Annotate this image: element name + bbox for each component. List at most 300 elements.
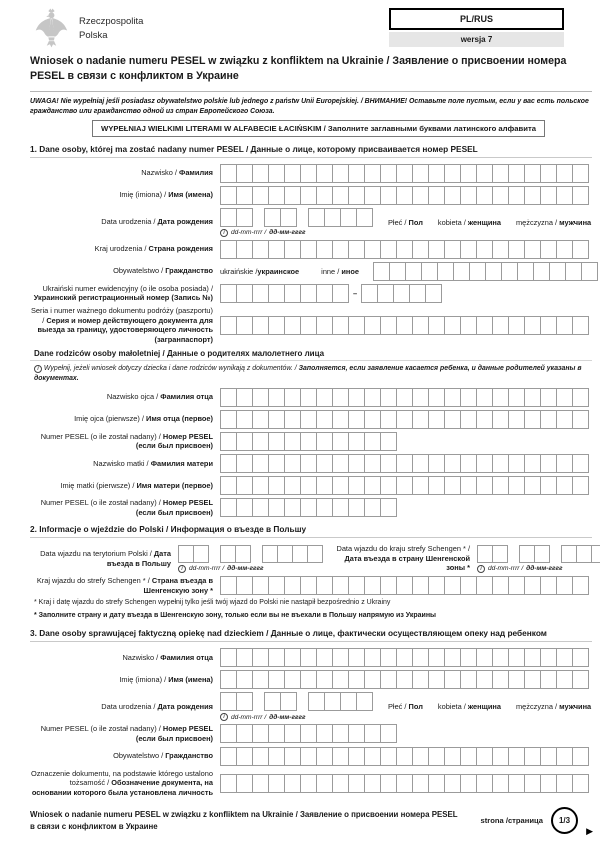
char-box[interactable]: [316, 774, 333, 793]
char-box[interactable]: [220, 724, 237, 743]
char-box[interactable]: [476, 240, 493, 259]
char-box[interactable]: [220, 648, 237, 667]
char-box[interactable]: [268, 498, 285, 517]
entry-sch-month-input[interactable]: [519, 545, 550, 563]
char-box[interactable]: [268, 454, 285, 473]
char-box[interactable]: [316, 316, 333, 335]
char-box[interactable]: [220, 476, 237, 495]
char-box[interactable]: [396, 454, 413, 473]
char-box[interactable]: [460, 648, 477, 667]
char-box[interactable]: [425, 284, 442, 303]
char-box[interactable]: [460, 576, 477, 595]
guardian-birth-year-input[interactable]: [308, 692, 373, 711]
char-box[interactable]: [300, 240, 317, 259]
char-box[interactable]: [348, 186, 365, 205]
char-box[interactable]: [508, 454, 525, 473]
char-box[interactable]: [268, 724, 285, 743]
char-box[interactable]: [380, 747, 397, 766]
char-box[interactable]: [444, 316, 461, 335]
char-box[interactable]: [556, 186, 573, 205]
char-box[interactable]: [348, 240, 365, 259]
char-box[interactable]: [508, 576, 525, 595]
char-box[interactable]: [316, 186, 333, 205]
char-box[interactable]: [348, 576, 365, 595]
surname-input[interactable]: [220, 164, 589, 183]
char-box[interactable]: [300, 454, 317, 473]
char-box[interactable]: [220, 284, 237, 303]
char-box[interactable]: [476, 774, 493, 793]
char-box[interactable]: [572, 454, 589, 473]
char-box[interactable]: [492, 316, 509, 335]
char-box[interactable]: [476, 186, 493, 205]
char-box[interactable]: [364, 747, 381, 766]
char-box[interactable]: [460, 316, 477, 335]
char-box[interactable]: [412, 476, 429, 495]
char-box[interactable]: [348, 648, 365, 667]
char-box[interactable]: [519, 545, 535, 563]
option-citizenship-other[interactable]: inne / иное: [321, 266, 359, 276]
char-box[interactable]: [476, 454, 493, 473]
char-box[interactable]: [428, 186, 445, 205]
char-box[interactable]: [492, 576, 509, 595]
char-box[interactable]: [581, 262, 598, 281]
char-box[interactable]: [540, 576, 557, 595]
char-box[interactable]: [444, 454, 461, 473]
char-box[interactable]: [364, 410, 381, 429]
char-box[interactable]: [332, 432, 349, 451]
ua-number-part1-input[interactable]: [220, 284, 349, 303]
char-box[interactable]: [428, 774, 445, 793]
char-box[interactable]: [428, 164, 445, 183]
char-box[interactable]: [396, 576, 413, 595]
char-box[interactable]: [316, 747, 333, 766]
char-box[interactable]: [268, 476, 285, 495]
char-box[interactable]: [561, 545, 577, 563]
char-box[interactable]: [252, 476, 269, 495]
char-box[interactable]: [264, 692, 281, 711]
char-box[interactable]: [380, 774, 397, 793]
char-box[interactable]: [348, 454, 365, 473]
char-box[interactable]: [556, 648, 573, 667]
char-box[interactable]: [412, 774, 429, 793]
char-box[interactable]: [492, 164, 509, 183]
char-box[interactable]: [540, 410, 557, 429]
char-box[interactable]: [332, 240, 349, 259]
char-box[interactable]: [236, 576, 253, 595]
char-box[interactable]: [284, 316, 301, 335]
char-box[interactable]: [492, 454, 509, 473]
char-box[interactable]: [460, 240, 477, 259]
char-box[interactable]: [332, 388, 349, 407]
char-box[interactable]: [300, 284, 317, 303]
char-box[interactable]: [364, 648, 381, 667]
char-box[interactable]: [508, 648, 525, 667]
char-box[interactable]: [364, 724, 381, 743]
char-box[interactable]: [444, 747, 461, 766]
char-box[interactable]: [252, 747, 269, 766]
char-box[interactable]: [428, 240, 445, 259]
char-box[interactable]: [476, 388, 493, 407]
char-box[interactable]: [524, 316, 541, 335]
char-box[interactable]: [540, 240, 557, 259]
char-box[interactable]: [364, 670, 381, 689]
char-box[interactable]: [236, 774, 253, 793]
char-box[interactable]: [292, 545, 308, 563]
char-box[interactable]: [508, 316, 525, 335]
char-box[interactable]: [268, 316, 285, 335]
char-box[interactable]: [220, 747, 237, 766]
char-box[interactable]: [236, 454, 253, 473]
char-box[interactable]: [437, 262, 454, 281]
char-box[interactable]: [220, 692, 237, 711]
char-box[interactable]: [364, 388, 381, 407]
char-box[interactable]: [348, 724, 365, 743]
char-box[interactable]: [572, 476, 589, 495]
char-box[interactable]: [300, 724, 317, 743]
char-box[interactable]: [428, 316, 445, 335]
char-box[interactable]: [380, 670, 397, 689]
char-box[interactable]: [364, 186, 381, 205]
char-box[interactable]: [316, 240, 333, 259]
char-box[interactable]: [380, 476, 397, 495]
char-box[interactable]: [492, 670, 509, 689]
char-box[interactable]: [236, 692, 253, 711]
char-box[interactable]: [380, 498, 397, 517]
char-box[interactable]: [549, 262, 566, 281]
char-box[interactable]: [540, 316, 557, 335]
char-box[interactable]: [236, 208, 253, 227]
char-box[interactable]: [485, 262, 502, 281]
char-box[interactable]: [356, 692, 373, 711]
char-box[interactable]: [284, 284, 301, 303]
char-box[interactable]: [476, 410, 493, 429]
char-box[interactable]: [316, 284, 333, 303]
char-box[interactable]: [300, 164, 317, 183]
char-box[interactable]: [236, 410, 253, 429]
char-box[interactable]: [236, 476, 253, 495]
char-box[interactable]: [284, 498, 301, 517]
char-box[interactable]: [252, 454, 269, 473]
char-box[interactable]: [576, 545, 592, 563]
char-box[interactable]: [444, 240, 461, 259]
char-box[interactable]: [409, 284, 426, 303]
char-box[interactable]: [460, 410, 477, 429]
char-box[interactable]: [460, 454, 477, 473]
char-box[interactable]: [396, 316, 413, 335]
char-box[interactable]: [284, 747, 301, 766]
char-box[interactable]: [252, 670, 269, 689]
char-box[interactable]: [524, 670, 541, 689]
char-box[interactable]: [476, 747, 493, 766]
char-box[interactable]: [284, 576, 301, 595]
guardian-citizenship-input[interactable]: [220, 747, 589, 766]
char-box[interactable]: [316, 388, 333, 407]
char-box[interactable]: [300, 316, 317, 335]
char-box[interactable]: [492, 476, 509, 495]
char-box[interactable]: [268, 388, 285, 407]
char-box[interactable]: [220, 186, 237, 205]
char-box[interactable]: [332, 747, 349, 766]
char-box[interactable]: [444, 576, 461, 595]
char-box[interactable]: [220, 774, 237, 793]
char-box[interactable]: [332, 454, 349, 473]
char-box[interactable]: [380, 454, 397, 473]
char-box[interactable]: [307, 545, 323, 563]
char-box[interactable]: [220, 240, 237, 259]
char-box[interactable]: [300, 410, 317, 429]
char-box[interactable]: [572, 410, 589, 429]
char-box[interactable]: [332, 284, 349, 303]
char-box[interactable]: [332, 186, 349, 205]
guardian-birth-month-input[interactable]: [264, 692, 297, 711]
char-box[interactable]: [412, 747, 429, 766]
char-box[interactable]: [377, 284, 394, 303]
char-box[interactable]: [389, 262, 406, 281]
char-box[interactable]: [444, 670, 461, 689]
guardian-names-input[interactable]: [220, 670, 589, 689]
char-box[interactable]: [308, 692, 325, 711]
char-box[interactable]: [460, 476, 477, 495]
char-box[interactable]: [396, 670, 413, 689]
char-box[interactable]: [380, 388, 397, 407]
char-box[interactable]: [236, 240, 253, 259]
char-box[interactable]: [193, 545, 209, 563]
char-box[interactable]: [556, 747, 573, 766]
char-box[interactable]: [396, 774, 413, 793]
char-box[interactable]: [268, 410, 285, 429]
char-box[interactable]: [264, 208, 281, 227]
char-box[interactable]: [453, 262, 470, 281]
char-box[interactable]: [412, 186, 429, 205]
char-box[interactable]: [220, 545, 236, 563]
char-box[interactable]: [428, 747, 445, 766]
char-box[interactable]: [220, 498, 237, 517]
char-box[interactable]: [280, 208, 297, 227]
char-box[interactable]: [444, 476, 461, 495]
char-box[interactable]: [460, 670, 477, 689]
char-box[interactable]: [524, 186, 541, 205]
char-box[interactable]: [252, 186, 269, 205]
char-box[interactable]: [380, 410, 397, 429]
char-box[interactable]: [524, 747, 541, 766]
guardian-surname-input[interactable]: [220, 648, 589, 667]
char-box[interactable]: [492, 747, 509, 766]
char-box[interactable]: [220, 164, 237, 183]
char-box[interactable]: [252, 498, 269, 517]
char-box[interactable]: [236, 724, 253, 743]
char-box[interactable]: [348, 670, 365, 689]
char-box[interactable]: [412, 388, 429, 407]
char-box[interactable]: [508, 186, 525, 205]
char-box[interactable]: [492, 545, 508, 563]
char-box[interactable]: [268, 240, 285, 259]
char-box[interactable]: [236, 284, 253, 303]
char-box[interactable]: [476, 316, 493, 335]
option-male[interactable]: mężczyzna / мужчина: [515, 217, 592, 227]
char-box[interactable]: [460, 388, 477, 407]
char-box[interactable]: [364, 432, 381, 451]
char-box[interactable]: [262, 545, 278, 563]
char-box[interactable]: [364, 240, 381, 259]
char-box[interactable]: [348, 498, 365, 517]
char-box[interactable]: [508, 670, 525, 689]
char-box[interactable]: [556, 410, 573, 429]
father-name-input[interactable]: [220, 410, 589, 429]
char-box[interactable]: [268, 164, 285, 183]
char-box[interactable]: [220, 388, 237, 407]
entry-pl-day-input[interactable]: [178, 545, 209, 563]
char-box[interactable]: [252, 724, 269, 743]
char-box[interactable]: [332, 476, 349, 495]
char-box[interactable]: [380, 724, 397, 743]
char-box[interactable]: [444, 774, 461, 793]
char-box[interactable]: [340, 208, 357, 227]
char-box[interactable]: [340, 692, 357, 711]
char-box[interactable]: [280, 692, 297, 711]
char-box[interactable]: [524, 476, 541, 495]
char-box[interactable]: [220, 410, 237, 429]
char-box[interactable]: [316, 648, 333, 667]
char-box[interactable]: [477, 545, 493, 563]
char-box[interactable]: [572, 240, 589, 259]
char-box[interactable]: [178, 545, 194, 563]
char-box[interactable]: [364, 476, 381, 495]
char-box[interactable]: [252, 576, 269, 595]
char-box[interactable]: [268, 284, 285, 303]
char-box[interactable]: [492, 774, 509, 793]
char-box[interactable]: [300, 476, 317, 495]
citizenship-other-input[interactable]: [373, 262, 598, 281]
char-box[interactable]: [332, 670, 349, 689]
char-box[interactable]: [316, 164, 333, 183]
char-box[interactable]: [524, 240, 541, 259]
char-box[interactable]: [444, 388, 461, 407]
char-box[interactable]: [540, 164, 557, 183]
father-pesel-input[interactable]: [220, 432, 397, 451]
char-box[interactable]: [508, 476, 525, 495]
char-box[interactable]: [524, 164, 541, 183]
char-box[interactable]: [380, 576, 397, 595]
char-box[interactable]: [284, 670, 301, 689]
char-box[interactable]: [316, 724, 333, 743]
birth-year-input[interactable]: [308, 208, 373, 227]
char-box[interactable]: [469, 262, 486, 281]
char-box[interactable]: [501, 262, 518, 281]
char-box[interactable]: [572, 388, 589, 407]
char-box[interactable]: [428, 410, 445, 429]
char-box[interactable]: [396, 476, 413, 495]
mother-surname-input[interactable]: [220, 454, 589, 473]
char-box[interactable]: [316, 432, 333, 451]
char-box[interactable]: [364, 316, 381, 335]
char-box[interactable]: [252, 774, 269, 793]
char-box[interactable]: [492, 388, 509, 407]
char-box[interactable]: [380, 186, 397, 205]
char-box[interactable]: [332, 164, 349, 183]
char-box[interactable]: [284, 388, 301, 407]
char-box[interactable]: [324, 692, 341, 711]
char-box[interactable]: [236, 432, 253, 451]
char-box[interactable]: [220, 432, 237, 451]
char-box[interactable]: [556, 164, 573, 183]
entry-pl-month-input[interactable]: [220, 545, 251, 563]
char-box[interactable]: [428, 648, 445, 667]
given-names-input[interactable]: [220, 186, 589, 205]
char-box[interactable]: [572, 670, 589, 689]
char-box[interactable]: [308, 208, 325, 227]
char-box[interactable]: [316, 498, 333, 517]
char-box[interactable]: [300, 670, 317, 689]
char-box[interactable]: [460, 774, 477, 793]
char-box[interactable]: [268, 747, 285, 766]
char-box[interactable]: [252, 240, 269, 259]
char-box[interactable]: [412, 454, 429, 473]
char-box[interactable]: [540, 454, 557, 473]
char-box[interactable]: [236, 316, 253, 335]
char-box[interactable]: [565, 262, 582, 281]
char-box[interactable]: [524, 410, 541, 429]
char-box[interactable]: [444, 186, 461, 205]
char-box[interactable]: [572, 164, 589, 183]
char-box[interactable]: [428, 476, 445, 495]
birth-country-input[interactable]: [220, 240, 589, 259]
char-box[interactable]: [332, 648, 349, 667]
char-box[interactable]: [556, 240, 573, 259]
char-box[interactable]: [428, 576, 445, 595]
schengen-country-input[interactable]: [220, 576, 589, 595]
option-female[interactable]: kobieta / женщина: [437, 702, 501, 712]
char-box[interactable]: [316, 576, 333, 595]
char-box[interactable]: [300, 388, 317, 407]
char-box[interactable]: [348, 164, 365, 183]
char-box[interactable]: [412, 316, 429, 335]
char-box[interactable]: [332, 316, 349, 335]
mother-name-input[interactable]: [220, 476, 589, 495]
char-box[interactable]: [284, 432, 301, 451]
char-box[interactable]: [220, 670, 237, 689]
char-box[interactable]: [517, 262, 534, 281]
entry-sch-day-input[interactable]: [477, 545, 508, 563]
char-box[interactable]: [534, 545, 550, 563]
char-box[interactable]: [364, 164, 381, 183]
char-box[interactable]: [380, 316, 397, 335]
mother-pesel-input[interactable]: [220, 498, 397, 517]
char-box[interactable]: [252, 648, 269, 667]
char-box[interactable]: [572, 747, 589, 766]
char-box[interactable]: [572, 316, 589, 335]
birth-day-input[interactable]: [220, 208, 253, 227]
char-box[interactable]: [412, 576, 429, 595]
char-box[interactable]: [236, 648, 253, 667]
char-box[interactable]: [524, 388, 541, 407]
char-box[interactable]: [220, 316, 237, 335]
char-box[interactable]: [556, 316, 573, 335]
char-box[interactable]: [396, 186, 413, 205]
char-box[interactable]: [220, 576, 237, 595]
char-box[interactable]: [300, 498, 317, 517]
char-box[interactable]: [268, 774, 285, 793]
char-box[interactable]: [332, 724, 349, 743]
char-box[interactable]: [572, 648, 589, 667]
char-box[interactable]: [300, 774, 317, 793]
char-box[interactable]: [252, 284, 269, 303]
char-box[interactable]: [268, 186, 285, 205]
option-citizenship-ukrainian[interactable]: ukraińskie /украинское: [220, 266, 300, 276]
char-box[interactable]: [421, 262, 438, 281]
char-box[interactable]: [300, 432, 317, 451]
char-box[interactable]: [412, 670, 429, 689]
char-box[interactable]: [236, 670, 253, 689]
